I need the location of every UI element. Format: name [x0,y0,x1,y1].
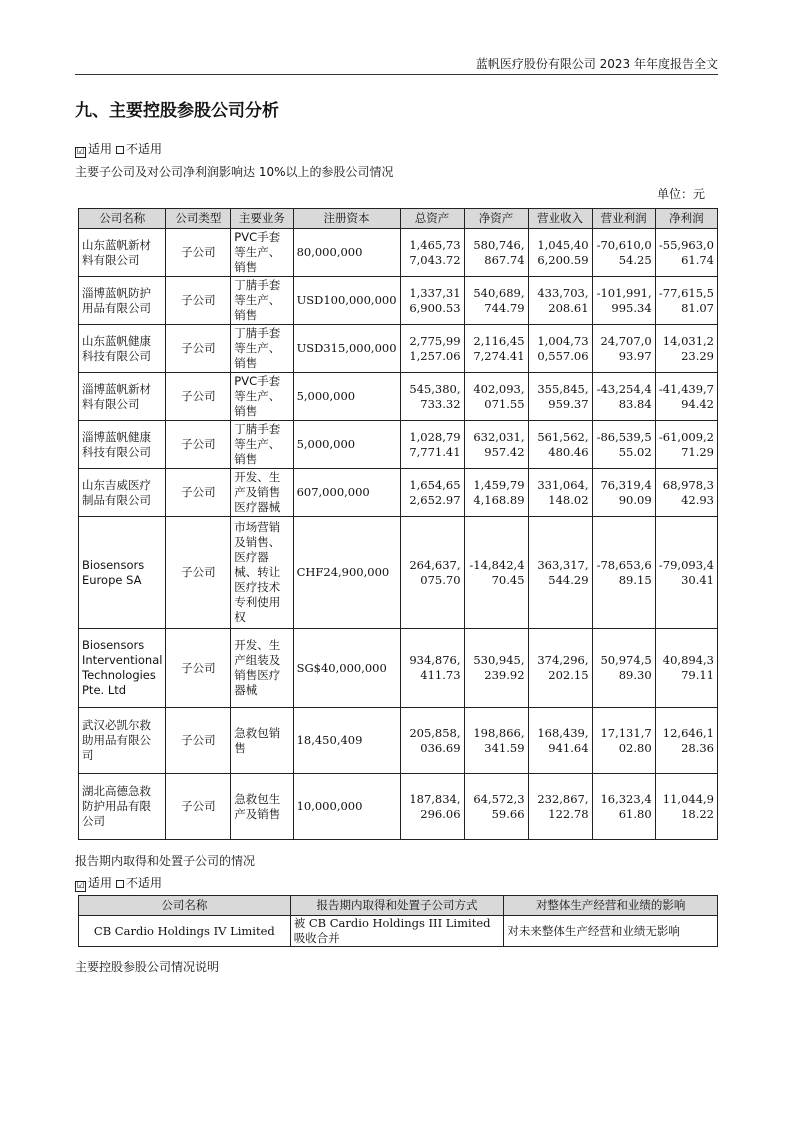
cell-name: 淄博蓝帆新材料有限公司 [79,373,166,421]
acquisition-table [78,895,718,947]
cell-name: 湖北高德急救防护用品有限公司 [79,774,166,840]
cell-capital: 5,000,000 [293,421,400,469]
cell-revenue: 1,004,730,557.06 [528,325,592,373]
cell-type: 子公司 [166,629,231,708]
cell-business: 开发、生产及销售医疗器械 [231,469,293,517]
cell-type: 子公司 [166,708,231,774]
col-header: 营业利润 [592,209,655,229]
cell-revenue: 355,845,959.37 [528,373,592,421]
cell-revenue: 433,703,208.61 [528,277,592,325]
cell-name: 山东蓝帆新材料有限公司 [79,229,166,277]
cell-net-assets: -14,842,470.45 [464,517,528,629]
cell-op-profit: 76,319,490.09 [592,469,655,517]
cell-assets: 205,858,036.69 [400,708,464,774]
col-header: 总资产 [400,209,464,229]
cell-type: 子公司 [166,373,231,421]
table-row [79,373,718,421]
cell-business: 市场营销及销售、医疗器械、转让医疗技术专利使用权 [231,517,293,629]
cell-capital: 80,000,000 [293,229,400,277]
cell-net-assets: 198,866,341.59 [464,708,528,774]
cell-revenue: 374,296,202.15 [528,629,592,708]
header-text: 蓝帆医疗股份有限公司 2023 年年度报告全文 [475,57,718,71]
cell-capital: CHF24,900,000 [293,517,400,629]
applicable-label: 适用 [88,142,113,156]
cell-assets: 2,775,991,257.06 [400,325,464,373]
cell-op-profit: 24,707,093.97 [592,325,655,373]
cell-revenue: 331,064,148.02 [528,469,592,517]
not-applicable-label: 不适用 [126,142,163,156]
unchecked-box-icon [116,146,124,154]
cell-type: 子公司 [166,774,231,840]
unchecked-box-icon [116,880,124,888]
not-applicable-label: 不适用 [126,876,163,890]
cell-name: 淄博蓝帆健康科技有限公司 [79,421,166,469]
table-header-row [79,209,718,229]
cell-capital: 5,000,000 [293,373,400,421]
cell-net-assets: 540,689,744.79 [464,277,528,325]
cell-net-assets: 580,746,867.74 [464,229,528,277]
checked-box-icon: ☑ [76,881,85,891]
table-header-row [79,896,718,916]
acq-impact: 对未来整体生产经营和业绩无影响 [504,916,718,947]
cell-capital: 18,450,409 [293,708,400,774]
table-row [79,629,718,708]
cell-op-profit: 16,323,461.80 [592,774,655,840]
acq-company-name: CB Cardio Holdings IV Limited [79,916,291,947]
cell-op-profit: -43,254,483.84 [592,373,655,421]
cell-net-profit: 11,044,918.22 [655,774,717,840]
cell-business: 急救包生产及销售 [231,774,293,840]
cell-type: 子公司 [166,229,231,277]
cell-net-assets: 632,031,957.42 [464,421,528,469]
cell-op-profit: -78,653,689.15 [592,517,655,629]
col-header: 净利润 [655,209,717,229]
section-title: 九、主要控股参股公司分析 [75,101,279,121]
cell-capital: 607,000,000 [293,469,400,517]
unit-label: 单位：元 [656,187,705,201]
cell-capital: SG$40,000,000 [293,629,400,708]
table-row [79,277,718,325]
cell-net-profit: 40,894,379.11 [655,629,717,708]
cell-revenue: 363,317,544.29 [528,517,592,629]
cell-revenue: 232,867,122.78 [528,774,592,840]
cell-assets: 264,637,075.70 [400,517,464,629]
cell-capital: 10,000,000 [293,774,400,840]
intro-text: 主要子公司及对公司净利润影响达 10%以上的参股公司情况 [75,165,394,179]
cell-revenue: 1,045,406,200.59 [528,229,592,277]
applicability-row-2 [75,874,162,891]
cell-business: 开发、生产组装及销售医疗器械 [231,629,293,708]
cell-capital: USD100,000,000 [293,277,400,325]
cell-business: 急救包销售 [231,708,293,774]
cell-type: 子公司 [166,277,231,325]
subsidiary-table [78,208,718,840]
applicable-label: 适用 [88,876,113,890]
table-row [79,517,718,629]
cell-business: PVC手套等生产、销售 [231,229,293,277]
cell-name: Biosensors Europe SA [79,517,166,629]
cell-assets: 545,380,733.32 [400,373,464,421]
col-header: 公司类型 [166,209,231,229]
cell-name: 山东吉威医疗制品有限公司 [79,469,166,517]
cell-type: 子公司 [166,517,231,629]
cell-net-profit: -79,093,430.41 [655,517,717,629]
cell-assets: 1,654,652,652.97 [400,469,464,517]
col-header: 主要业务 [231,209,293,229]
cell-business: 丁腈手套等生产、销售 [231,277,293,325]
table-row [79,774,718,840]
cell-op-profit: 17,131,702.80 [592,708,655,774]
cell-assets: 934,876,411.73 [400,629,464,708]
cell-op-profit: -86,539,555.02 [592,421,655,469]
cell-capital: USD315,000,000 [293,325,400,373]
cell-business: 丁腈手套等生产、销售 [231,421,293,469]
cell-type: 子公司 [166,469,231,517]
cell-net-profit: -55,963,061.74 [655,229,717,277]
checked-box-icon: ☑ [76,147,85,157]
cell-revenue: 561,562,480.46 [528,421,592,469]
table-row [79,708,718,774]
col-header: 公司名称 [79,896,291,916]
cell-name: 武汉必凯尔救助用品有限公司 [79,708,166,774]
cell-type: 子公司 [166,421,231,469]
col-header: 净资产 [464,209,528,229]
cell-business: 丁腈手套等生产、销售 [231,325,293,373]
col-header: 公司名称 [79,209,166,229]
table-row [79,325,718,373]
footer-note: 主要控股参股公司情况说明 [75,960,220,974]
table-row [79,916,718,947]
cell-assets: 1,028,797,771.41 [400,421,464,469]
cell-net-profit: -41,439,794.42 [655,373,717,421]
applicability-row [75,140,162,157]
cell-business: PVC手套等生产、销售 [231,373,293,421]
col-header: 对整体生产经营和业绩的影响 [504,896,718,916]
cell-net-profit: 14,031,223.29 [655,325,717,373]
cell-type: 子公司 [166,325,231,373]
cell-net-profit: 12,646,128.36 [655,708,717,774]
cell-net-profit: -77,615,581.07 [655,277,717,325]
table-row [79,469,718,517]
cell-assets: 1,337,316,900.53 [400,277,464,325]
cell-op-profit: -70,610,054.25 [592,229,655,277]
cell-name: Biosensors Interventional Technologies Pte. Ltd [79,629,166,708]
cell-assets: 187,834,296.06 [400,774,464,840]
cell-net-assets: 1,459,794,168.89 [464,469,528,517]
cell-op-profit: 50,974,589.30 [592,629,655,708]
cell-net-assets: 530,945,239.92 [464,629,528,708]
acq-intro-text: 报告期内取得和处置子公司的情况 [75,854,256,868]
table-row [79,421,718,469]
cell-net-profit: -61,009,271.29 [655,421,717,469]
table-row [79,229,718,277]
cell-revenue: 168,439,941.64 [528,708,592,774]
cell-name: 山东蓝帆健康科技有限公司 [79,325,166,373]
cell-net-assets: 64,572,359.66 [464,774,528,840]
cell-net-assets: 402,093,071.55 [464,373,528,421]
acq-method: 被 CB Cardio Holdings III Limited 吸收合并 [290,916,504,947]
cell-assets: 1,465,737,043.72 [400,229,464,277]
col-header: 报告期内取得和处置子公司方式 [290,896,504,916]
cell-op-profit: -101,991,995.34 [592,277,655,325]
cell-net-profit: 68,978,342.93 [655,469,717,517]
cell-name: 淄博蓝帆防护用品有限公司 [79,277,166,325]
cell-net-assets: 2,116,457,274.41 [464,325,528,373]
col-header: 营业收入 [528,209,592,229]
page-header [75,56,718,75]
col-header: 注册资本 [293,209,400,229]
